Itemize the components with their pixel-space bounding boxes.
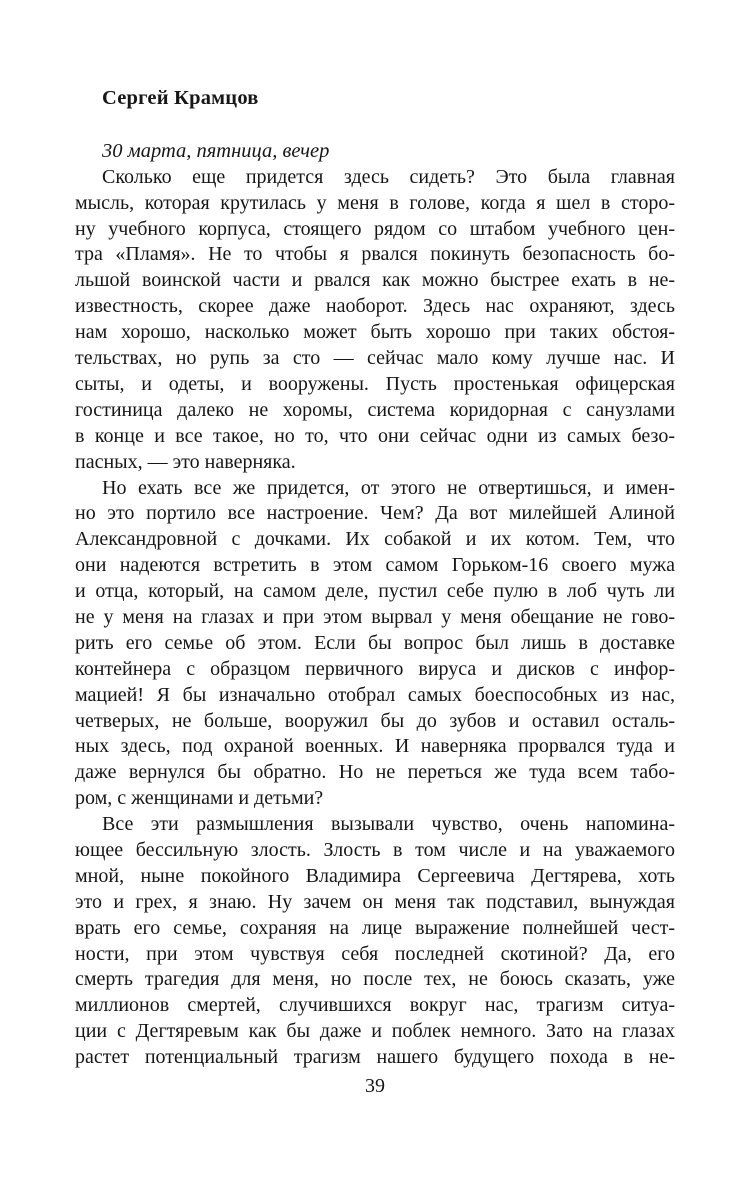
text-line: не у меня на глазах и при этом вырвал у меня обещание не гово-: [75, 605, 675, 628]
text-line: нам хорошо, насколько может быть хорошо при таких обстоя-: [75, 321, 675, 344]
text-line: тельствах, но рупь за сто — сейчас мало кому лучше нас. И: [75, 347, 675, 370]
body-text: [75, 165, 675, 1071]
text-line: рить его семье об этом. Если бы вопрос был лишь в доставке: [75, 631, 675, 654]
text-line: мацией! Я бы изначально отобрал самых боеспособных из нас,: [75, 683, 675, 706]
text-line: ющее бессильную злость. Злость в том числе и на уважаемого: [75, 838, 675, 861]
text-line: Сколько еще придется здесь сидеть? Это была главная: [102, 165, 675, 188]
text-line: мысль, которая крутилась у меня в голове, когда я шел в сторо-: [75, 191, 675, 214]
chapter-author-heading: Сергей Крамцов: [102, 87, 259, 109]
paragraph: [75, 476, 675, 813]
text-line: они надеются встретить в этом самом Горьком-16 своего мужа: [75, 554, 675, 577]
text-line: гостиница далеко не хоромы, система коридорная с санузлами: [75, 398, 675, 421]
text-line: в конце и все такое, но то, что они сейчас одни из самых безо-: [75, 424, 675, 447]
text-line: ции с Дегтяревым как бы даже и поблек немного. Зато на глазах: [75, 1020, 675, 1043]
page-number: 39: [365, 1075, 385, 1097]
text-line: сыты, и одеты, и вооружены. Пусть простенькая офицерская: [75, 372, 675, 395]
text-line: ности, при этом чувствуя себя последней скотиной? Да, его: [75, 942, 675, 965]
paragraph: [75, 812, 675, 1071]
diary-dateline: 30 марта, пятница, вечер: [102, 139, 330, 162]
text-line: и отца, который, на самом деле, пустил себе пулю в лоб чуть ли: [75, 580, 675, 603]
text-line: тра «Пламя». Не то чтобы я рвался покинуть безопасность бо-: [75, 243, 675, 266]
text-line: мной, ныне покойного Владимира Сергеевича Дегтярева, хоть: [75, 864, 675, 887]
text-line: Александровной с дочками. Их собакой и их котом. Тем, что: [75, 528, 675, 551]
text-line: ром, с женщинами и детьми?: [75, 787, 324, 810]
text-line: четверых, не больше, вооружил бы до зубов и оставил осталь-: [75, 709, 675, 732]
text-line: льшой воинской части и рвался как можно быстрее ехать в не-: [75, 269, 675, 292]
text-line: ных здесь, под охраной военных. И наверняка прорвался туда и: [75, 735, 675, 758]
text-line: растет потенциальный трагизм нашего будущего похода в не-: [75, 1046, 675, 1069]
text-block: [75, 86, 675, 1071]
text-line: Все эти размышления вызывали чувство, очень напомина-: [102, 813, 675, 836]
text-line: врать его семье, сохраняя на лице выражение полнейшей чест-: [75, 916, 675, 939]
text-line: миллионов смертей, случившихся вокруг нас, трагизм ситуа-: [75, 994, 675, 1017]
text-line: это и грех, я знаю. Ну зачем он меня так подставил, вынуждая: [75, 890, 675, 913]
text-line: смерть трагедия для меня, но после тех, не боюсь сказать, уже: [75, 968, 675, 991]
text-line: даже вернулся бы обратно. Но не переться же туда всем табо-: [75, 761, 675, 784]
text-line: ну учебного корпуса, стоящего рядом со штабом учебного цен-: [75, 217, 675, 240]
text-line: пасных, — это наверняка.: [75, 450, 296, 473]
text-line: но это портило все настроение. Чем? Да вот милейшей Алиной: [75, 502, 675, 525]
text-line: известность, скорее даже наоборот. Здесь нас охраняют, здесь: [75, 295, 675, 318]
text-line: Но ехать все же придется, от этого не отвертишься, и имен-: [102, 476, 675, 499]
paragraph: [75, 165, 675, 476]
text-line: контейнера с образцом первичного вируса и дисков с инфор-: [75, 657, 675, 680]
